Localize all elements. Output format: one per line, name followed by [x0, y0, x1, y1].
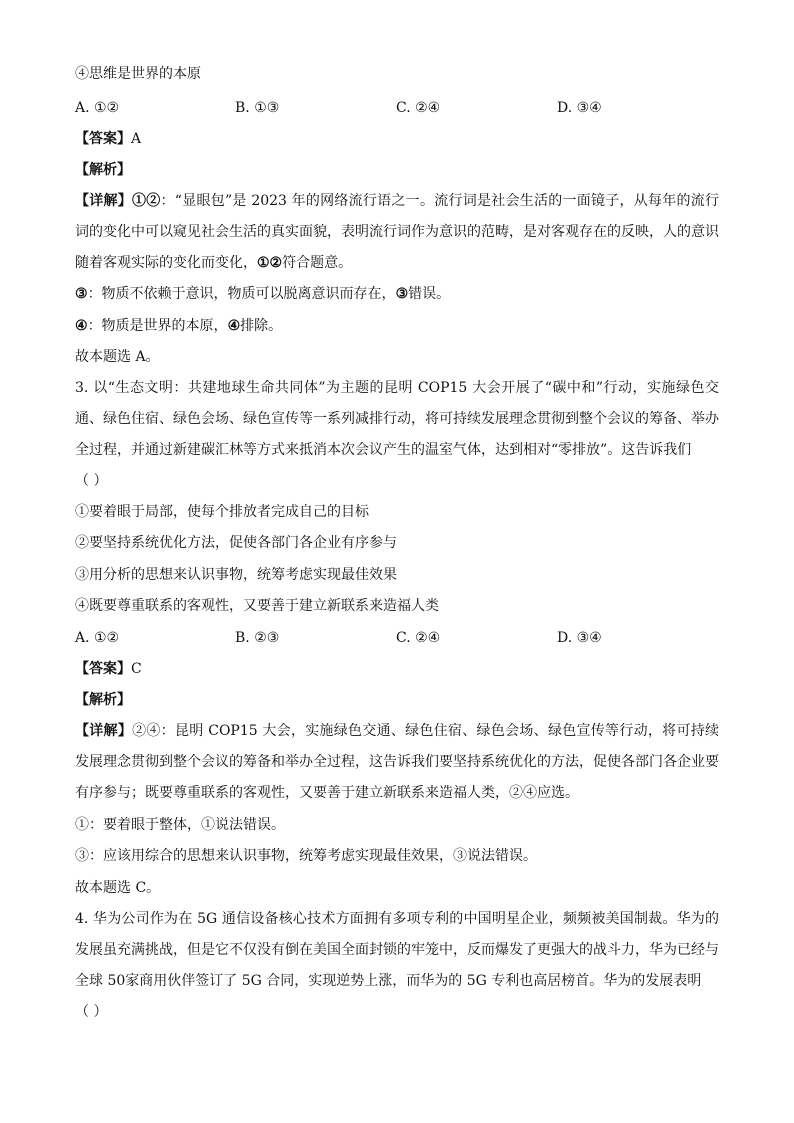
- q2-choice-c: C. ②④: [396, 100, 441, 116]
- detail-tag: 【详解】: [75, 193, 133, 209]
- note-text: ：物质不依赖于意识，物质可以脱离意识而存在，: [87, 286, 396, 302]
- detail-lead: ①②: [132, 193, 161, 209]
- q2-choice-b: B. ①③: [235, 100, 280, 116]
- note-text: ：物质是世界的本原，: [87, 318, 228, 334]
- q3-option-3: ③用分析的思想来认识事物，统筹考虑实现最佳效果: [75, 567, 397, 583]
- note-end: 排除。: [240, 318, 283, 334]
- q3-option-1: ①要着眼于局部，使每个排放者完成自己的目标: [75, 504, 369, 520]
- note-mark: ③: [395, 286, 409, 302]
- q3-detail-paragraph: [75, 716, 719, 809]
- q3-option-4: ④既要尊重联系的客观性，又要善于建立新联系来造福人类: [75, 598, 439, 614]
- q4-stem: 4. 华为公司作为在 5G 通信设备核心技术方面拥有多项专利的中国明星企业，频频被美国制裁。华为的发展虽充满挑战，但是它不仅没有倒在美国全面封锁的牢笼中，反而爆发了更强大的战斗力，华为已经与全球 50家商用伙伴签订了 5G 合同，实现逆势上涨，而华为的 5G 专利也高居榜首。华为的发展表明: [75, 911, 719, 989]
- answer-tag: 【答案】: [75, 131, 131, 147]
- detail-text: ：“显眼包”是 2023 年的网络流行语之一。流行词是社会生活的一面镜子，从每年的流行词的变化中可以窥见社会生活的真实面貌，表明流行词作为意识的范畴，是对客观存在的反映，人的意识随着客观实际的变化而变化，: [75, 193, 720, 271]
- q3-blank: （ ）: [75, 473, 108, 489]
- q3-conclusion: 故本题选 C。: [75, 880, 161, 896]
- detail-tag: 【详解】: [75, 723, 133, 739]
- q3-stem: 3. 以“生态文明：共建地球生命共同体”为主题的昆明 COP15 大会开展了“碳中和”行动，实施绿色交通、绿色住宿、绿色会场、绿色宣传等一系列减排行动，将可持续发展理念贯彻到整个会议的筹备、举办全过程，并通过新建碳汇林等方式来抵消本次会议产生的温室气体，达到相对“零排放”。这告诉我们: [75, 380, 719, 458]
- note-mark: ④: [227, 318, 241, 334]
- q3-choice-d: D. ③④: [557, 630, 602, 646]
- q3-note-3: ③：应该用综合的思想来认识事物，统筹考虑实现最佳效果，③说法错误。: [75, 848, 537, 864]
- note-end: 错误。: [408, 286, 451, 302]
- q3-option-2: ②要坚持系统优化方法，促使各部门各企业有序参与: [75, 535, 397, 551]
- q3-analysis-tag: 【解析】: [75, 692, 131, 708]
- q2-option-4: ④思维是世界的本原: [75, 66, 201, 82]
- note-lead: ④: [75, 318, 88, 334]
- detail-text: ②④：昆明 COP15 大会，实施绿色交通、绿色住宿、绿色会场、绿色宣传等行动，将可持续发展理念贯彻到整个会议的筹备和举办全过程，这告诉我们要坚持系统优化的方法，促使各部门各企业要有序参与；既要尊重联系的客观性，又要善于建立新联系来造福人类，②④应选。: [75, 723, 720, 801]
- detail-mark: ①②: [257, 255, 283, 271]
- q2-choice-d: D. ③④: [557, 100, 602, 116]
- answer-value: A: [131, 131, 142, 147]
- answer-tag: 【答案】: [75, 661, 131, 677]
- note-lead: ③: [75, 286, 88, 302]
- detail-end: 符合题意。: [282, 255, 353, 271]
- q3-note-1: ①：要着眼于整体，①说法错误。: [75, 817, 285, 833]
- q2-detail-paragraph: [75, 186, 719, 279]
- answer-value: C: [131, 661, 142, 677]
- q3-choice-b: B. ②③: [235, 630, 280, 646]
- q2-answer-line: [75, 129, 141, 149]
- q3-choice-c: C. ②④: [396, 630, 441, 646]
- q2-note-4: [75, 316, 282, 336]
- q2-conclusion: 故本题选 A。: [75, 349, 160, 365]
- q3-choice-a: A. ①②: [75, 630, 120, 646]
- q3-answer-line: [75, 659, 142, 679]
- q2-analysis-tag: 【解析】: [75, 162, 131, 178]
- q2-choice-a: A. ①②: [75, 100, 120, 116]
- q2-note-3: [75, 284, 450, 304]
- q4-blank: （ ）: [75, 1004, 108, 1020]
